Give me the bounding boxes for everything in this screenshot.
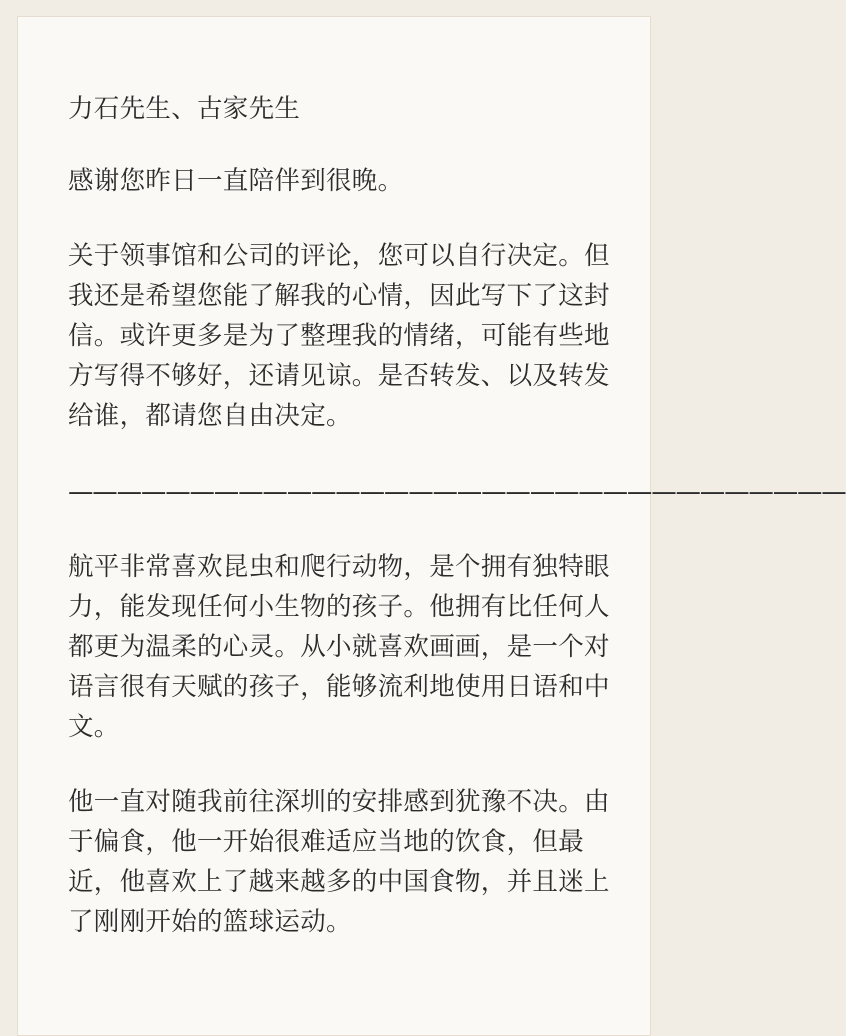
separator-line: ———————————————————————————————— — [68, 477, 846, 507]
letter-paragraph: 他一直对随我前往深圳的安排感到犹豫不决。由于偏食，他一开始很难适应当地的饮食，但最近，他喜欢上了越来越多的中国食物，并且迷上了刚刚开始的篮球运动。 — [68, 787, 610, 937]
letter-page — [17, 16, 846, 1036]
letter-content — [68, 89, 846, 977]
letter-greeting: 力石先生、古家先生 — [68, 94, 301, 124]
letter-paragraph: 感谢您昨日一直陪伴到很晚。 — [68, 166, 404, 196]
letter-paragraph: 关于领事馆和公司的评论，您可以自行决定。但我还是希望您能了解我的心情，因此写下了这封信。或许更多是为了整理我的情绪，可能有些地方写得不够好，还请见谅。是否转发、以及转发给谁，都请您自由决定。 — [68, 241, 610, 431]
letter-paragraph: 航平非常喜欢昆虫和爬行动物，是个拥有独特眼力，能发现任何小生物的孩子。他拥有比任何人都更为温柔的心灵。从小就喜欢画画，是一个对语言很有天赋的孩子，能够流利地使用日语和中文。 — [68, 552, 610, 742]
